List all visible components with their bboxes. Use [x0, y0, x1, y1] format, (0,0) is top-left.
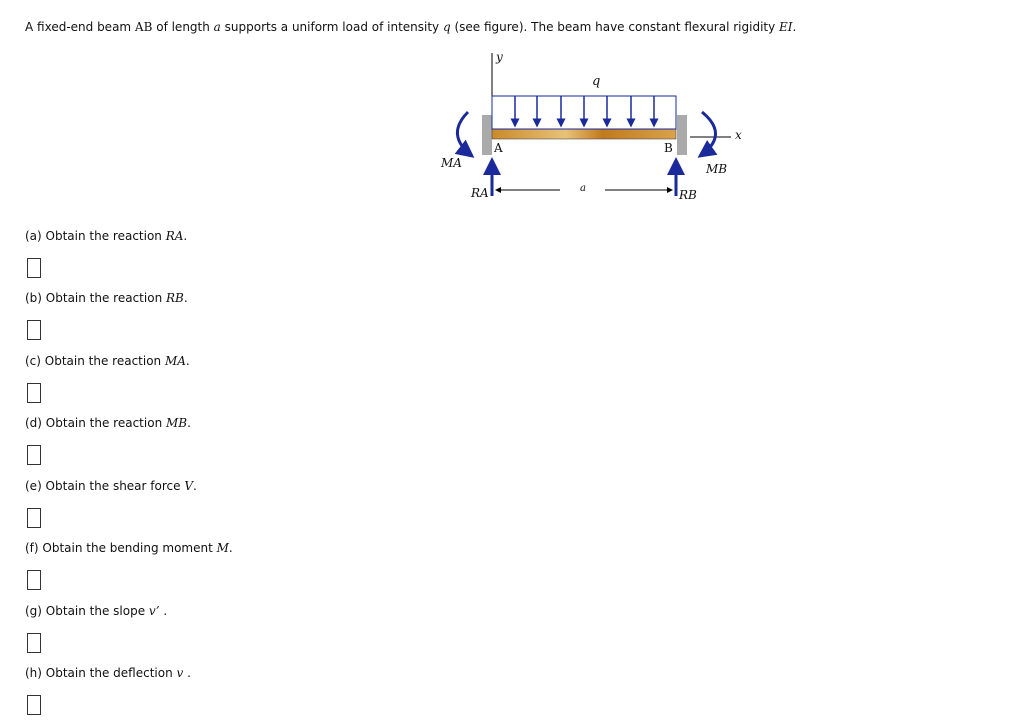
answer-box-b[interactable]: [27, 320, 41, 340]
mb-label: MB: [706, 162, 728, 176]
answer-box-c[interactable]: [27, 383, 41, 403]
x-label: x: [735, 128, 742, 142]
problem-statement: A fixed-end beam AB of length a supports a uniform load of intensity q (see figure). The beam have constant flexural rigidity EI.: [25, 20, 797, 34]
beam: [492, 129, 676, 139]
question-h: (h) Obtain the deflection v .: [25, 666, 191, 680]
answer-box-a[interactable]: [27, 258, 41, 278]
answer-box-d[interactable]: [27, 445, 41, 465]
moment-mb-arrow: [700, 112, 716, 156]
answer-box-g[interactable]: [27, 633, 41, 653]
answer-box-e[interactable]: [27, 508, 41, 528]
question-c: (c) Obtain the reaction MA.: [25, 354, 190, 368]
y-label: y: [496, 50, 503, 64]
moment-ma-arrow: [457, 112, 472, 156]
q-label: q: [592, 74, 601, 89]
length-label: a: [580, 183, 586, 194]
answer-box-h[interactable]: [27, 695, 41, 715]
a-point-label: A: [494, 141, 503, 155]
rb-label: RB: [679, 188, 697, 202]
ra-label: RA: [471, 186, 489, 200]
b-point-label: B: [664, 141, 673, 155]
question-g: (g) Obtain the slope v’ .: [25, 604, 168, 618]
left-wall: [482, 115, 492, 155]
question-b: (b) Obtain the reaction RB.: [25, 291, 188, 305]
right-wall: [677, 115, 687, 155]
question-f: (f) Obtain the bending moment M.: [25, 541, 233, 555]
question-d: (d) Obtain the reaction MB.: [25, 416, 191, 430]
answer-box-f[interactable]: [27, 570, 41, 590]
question-a: (a) Obtain the reaction RA.: [25, 229, 188, 243]
question-e: (e) Obtain the shear force V.: [25, 479, 197, 493]
ma-label: MA: [441, 156, 462, 170]
